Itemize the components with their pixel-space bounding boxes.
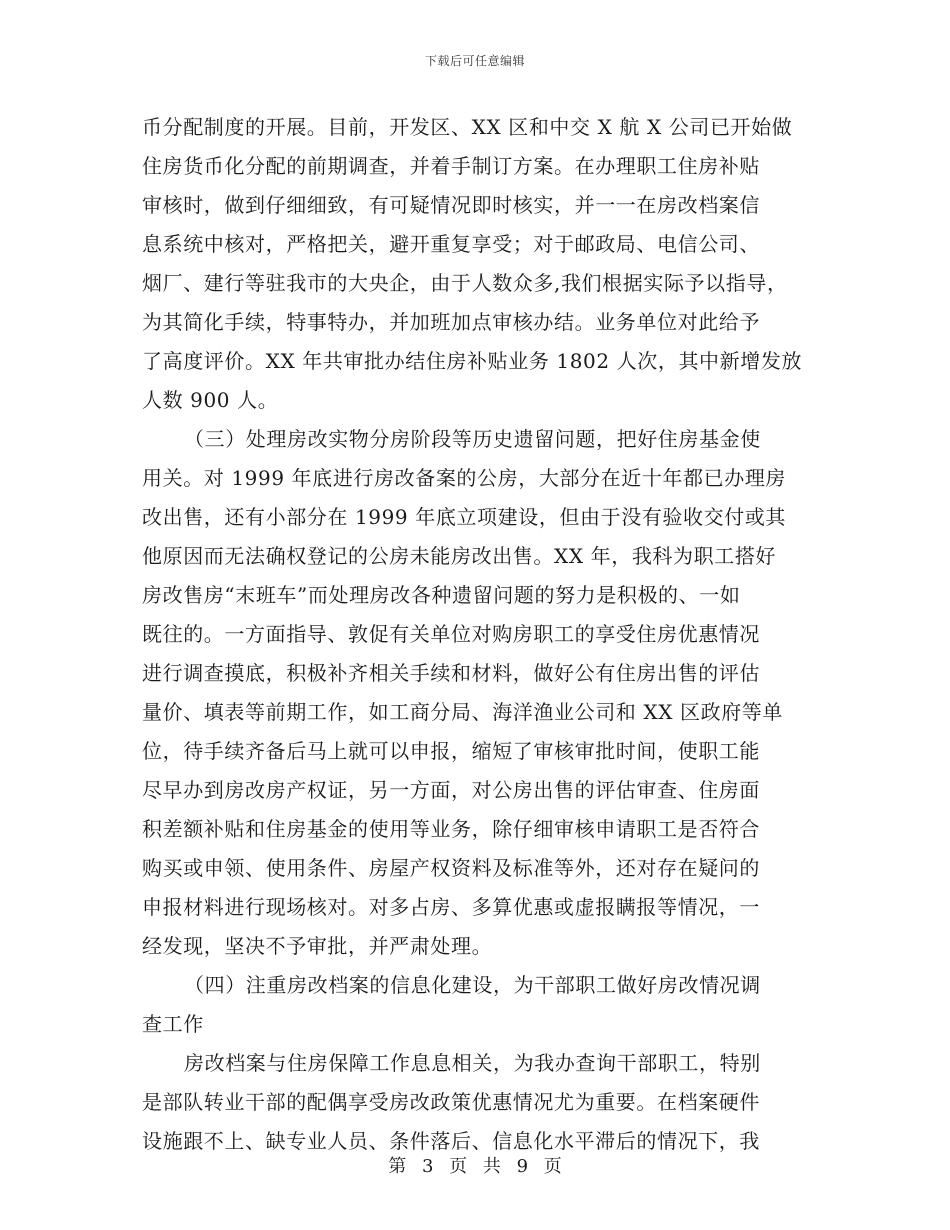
page-footer [0,1152,950,1178]
footer-current-page: 3 [421,1156,434,1177]
text-line: 申报材料进行现场核对。对多占房、多算优惠或虚报瞒报等情况，一 [142,895,760,919]
text-line: 烟厂、建行等驻我市的大央企，由于人数众多,我们根据实际予以指导， [142,271,788,295]
text-line: 查工作 [142,1012,204,1036]
text-line: 是部队转业干部的配偶享受房改政策优惠情况尤为重要。在档案硬件 [142,1090,760,1114]
text-line: 审核时，做到仔细细致，有可疑情况即时核实，并一一在房改档案信 [142,193,760,217]
text-line: 经发现，坚决不予审批，并严肃处理。 [142,934,493,958]
footer-label-total: 共 [482,1156,501,1177]
section-heading-3: （三）处理房改实物分房阶段等历史遗留问题，把好住房基金使 [184,427,761,451]
page-header-note: 下载后可任意编辑 [424,54,525,68]
text-line: 为其简化手续，特事特办，并加班加点审核办结。业务单位对此给予 [142,310,760,334]
text-line: 房改售房“末班车”而处理房改各种遗留问题的努力是积极的、一如 [142,583,741,607]
text-line: 量价、填表等前期工作，如工商分局、海洋渔业公司和 XX 区政府等单 [142,700,783,724]
footer-total-pages: 9 [516,1156,529,1177]
text-line: 住房货币化分配的前期调查，并着手制订方案。在办理职工住房补贴 [142,154,760,178]
text-line: 积差额补贴和住房基金的使用等业务，除仔细审核申请职工是否符合 [142,817,760,841]
text-line: 既往的。一方面指导、敦促有关单位对购房职工的享受住房优惠情况 [142,622,760,646]
text-line: 进行调查摸底，积极补齐相关手续和材料，做好公有住房出售的评估 [142,661,760,685]
footer-label-page: 第 [388,1156,407,1177]
text-line: 币分配制度的开展。目前，开发区、XX 区和中交 X 航 X 公司已开始做 [142,115,793,139]
text-line: 改出售，还有小部分在 1999 年底立项建设，但由于没有验收交付或其 [142,505,787,529]
text-line: 他原因而无法确权登记的公房未能房改出售。XX 年，我科为职工搭好 [142,544,777,568]
document-body [142,108,810,1161]
text-line: 位，待手续齐备后马上就可以申报，缩短了审核审批时间，使职工能 [142,739,760,763]
text-line: 用关。对 1999 年底进行房改备案的公房，大部分在近十年都已办理房 [142,466,787,490]
text-line: 了高度评价。XX 年共审批办结住房补贴业务 1802 人次，其中新增发放 [142,349,803,373]
text-line: 息系统中核对，严格把关，避开重复享受；对于邮政局、电信公司、 [142,232,760,256]
section-heading-4: （四）注重房改档案的信息化建设，为干部职工做好房改情况调 [184,973,761,997]
text-line: 设施跟不上、缺专业人员、条件落后、信息化水平滞后的情况下，我 [142,1129,760,1153]
text-line: 尽早办到房改房产权证，另一方面，对公房出售的评估审查、住房面 [142,778,760,802]
paragraph-start: 房改档案与住房保障工作息息相关，为我办查询干部职工，特别 [184,1051,761,1075]
text-line: 购买或申领、使用条件、房屋产权资料及标准等外，还对存在疑问的 [142,856,760,880]
footer-label-unit: 页 [449,1156,468,1177]
text-line: 人数 900 人。 [142,388,279,412]
footer-label-unit-2: 页 [543,1156,562,1177]
